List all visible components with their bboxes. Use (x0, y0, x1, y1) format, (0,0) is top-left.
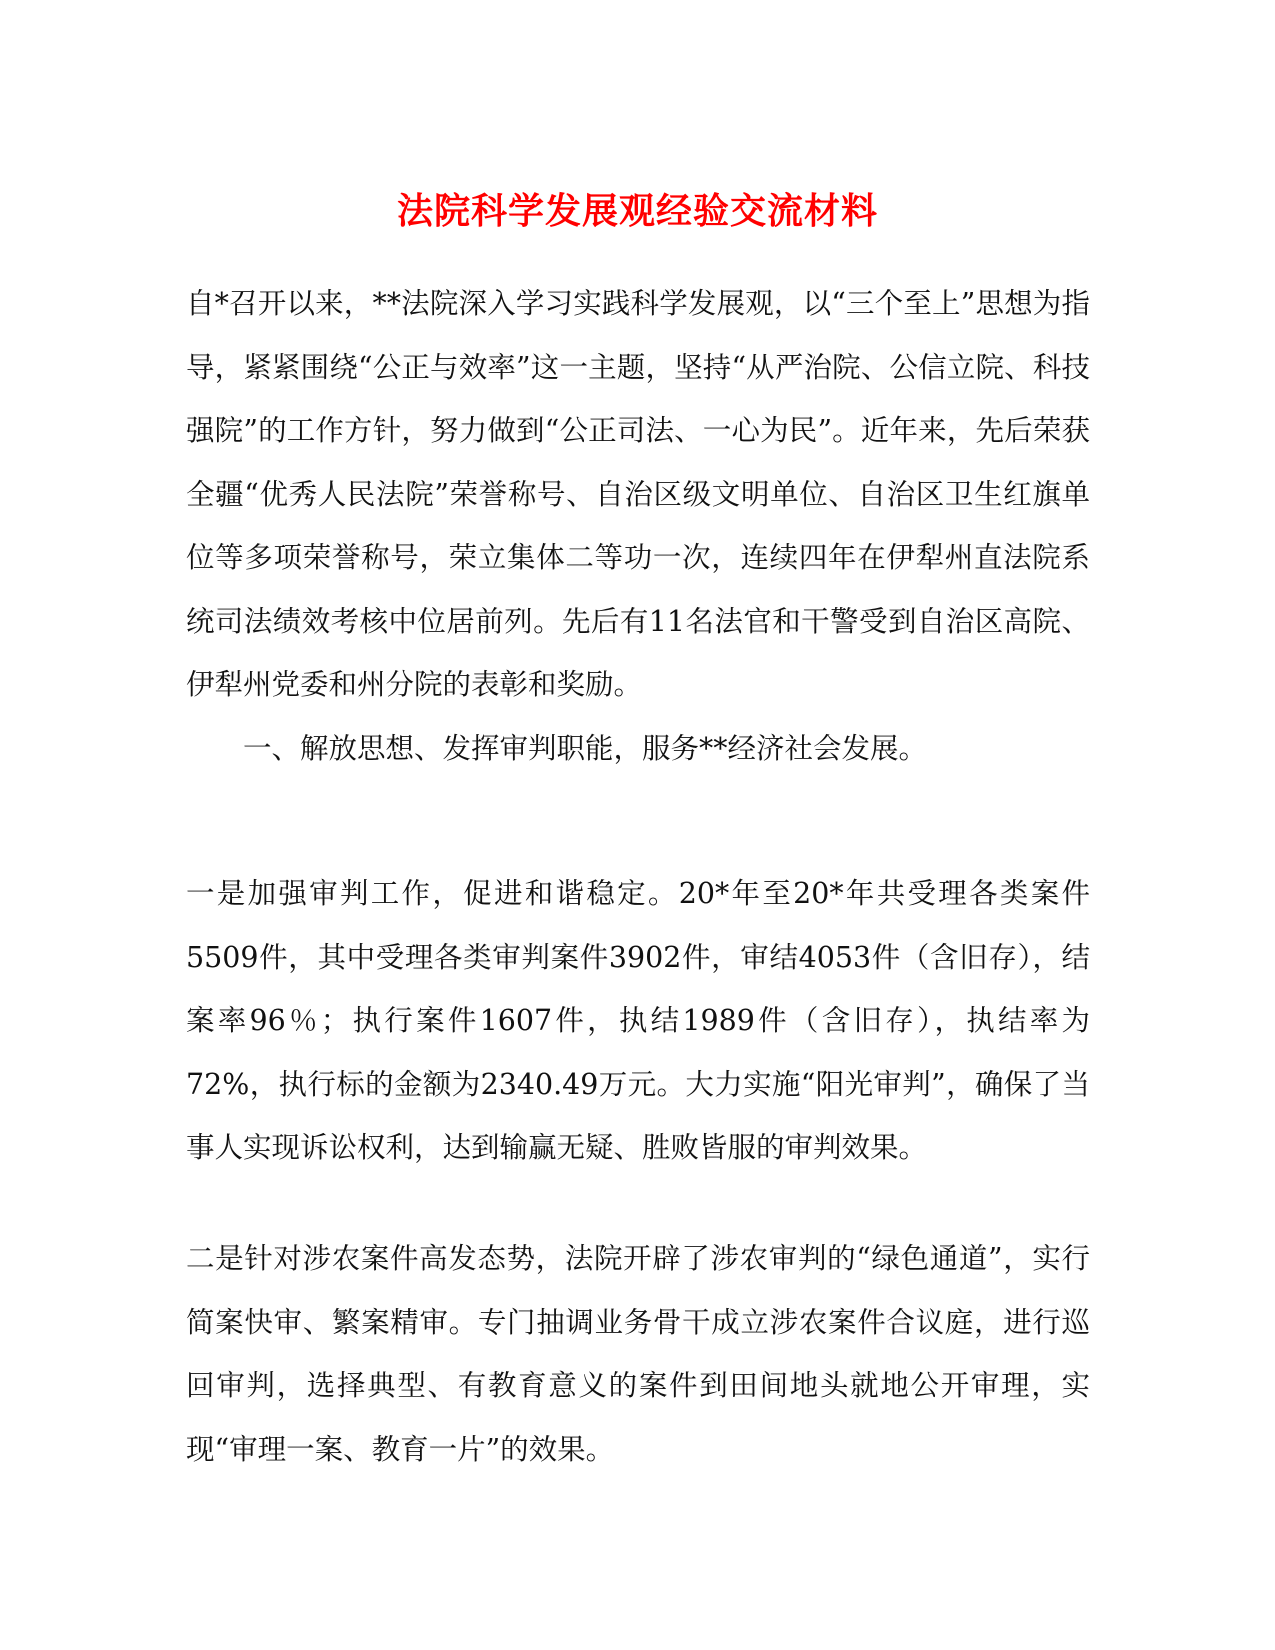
document-title: 法院科学发展观经验交流材料 (396, 190, 878, 233)
section-heading-1: 一、解放思想、发挥审判职能，服务**经济社会发展。 (243, 732, 928, 765)
paragraph-agricultural-cases: 二是针对涉农案件高发态势，法院开辟了涉农审判的“绿色通道”，实行简案快审、繁案精审。专门抽调业务骨干成立涉农案件合议庭，进行巡回审判，选择典型、有教育意义的案件到田间地头就地公开审理，实现“审理一案、教育一片”的效果。 (186, 1242, 1090, 1466)
paragraph-intro: 自*召开以来，**法院深入学习实践科学发展观，以“三个至上”思想为指导，紧紧围绕“公正与效率”这一主题，坚持“从严治院、公信立院、科技强院”的工作方针，努力做到“公正司法、一心为民”。近年来，先后荣获全疆“优秀人民法院”荣誉称号、自治区级文明单位、自治区卫生红旗单位等多项荣誉称号，荣立集体二等功一次，连续四年在伊犁州直法院系统司法绩效考核中位居前列。先后有11名法官和干警受到自治区高院、伊犁州党委和州分院的表彰和奖励。 (186, 287, 1090, 701)
paragraph-trial-work: 一是加强审判工作，促进和谐稳定。20*年至20*年共受理各类案件5509件，其中受理各类审判案件3902件，审结4053件（含旧存），结案率96％；执行案件1607件，执结1989件（含旧存），执结率为72%，执行标的金额为2340.49万元。大力实施“阳光审判”，确保了当事人实现诉讼权利，达到输赢无疑、胜败皆服的审判效果。 (186, 877, 1090, 1164)
